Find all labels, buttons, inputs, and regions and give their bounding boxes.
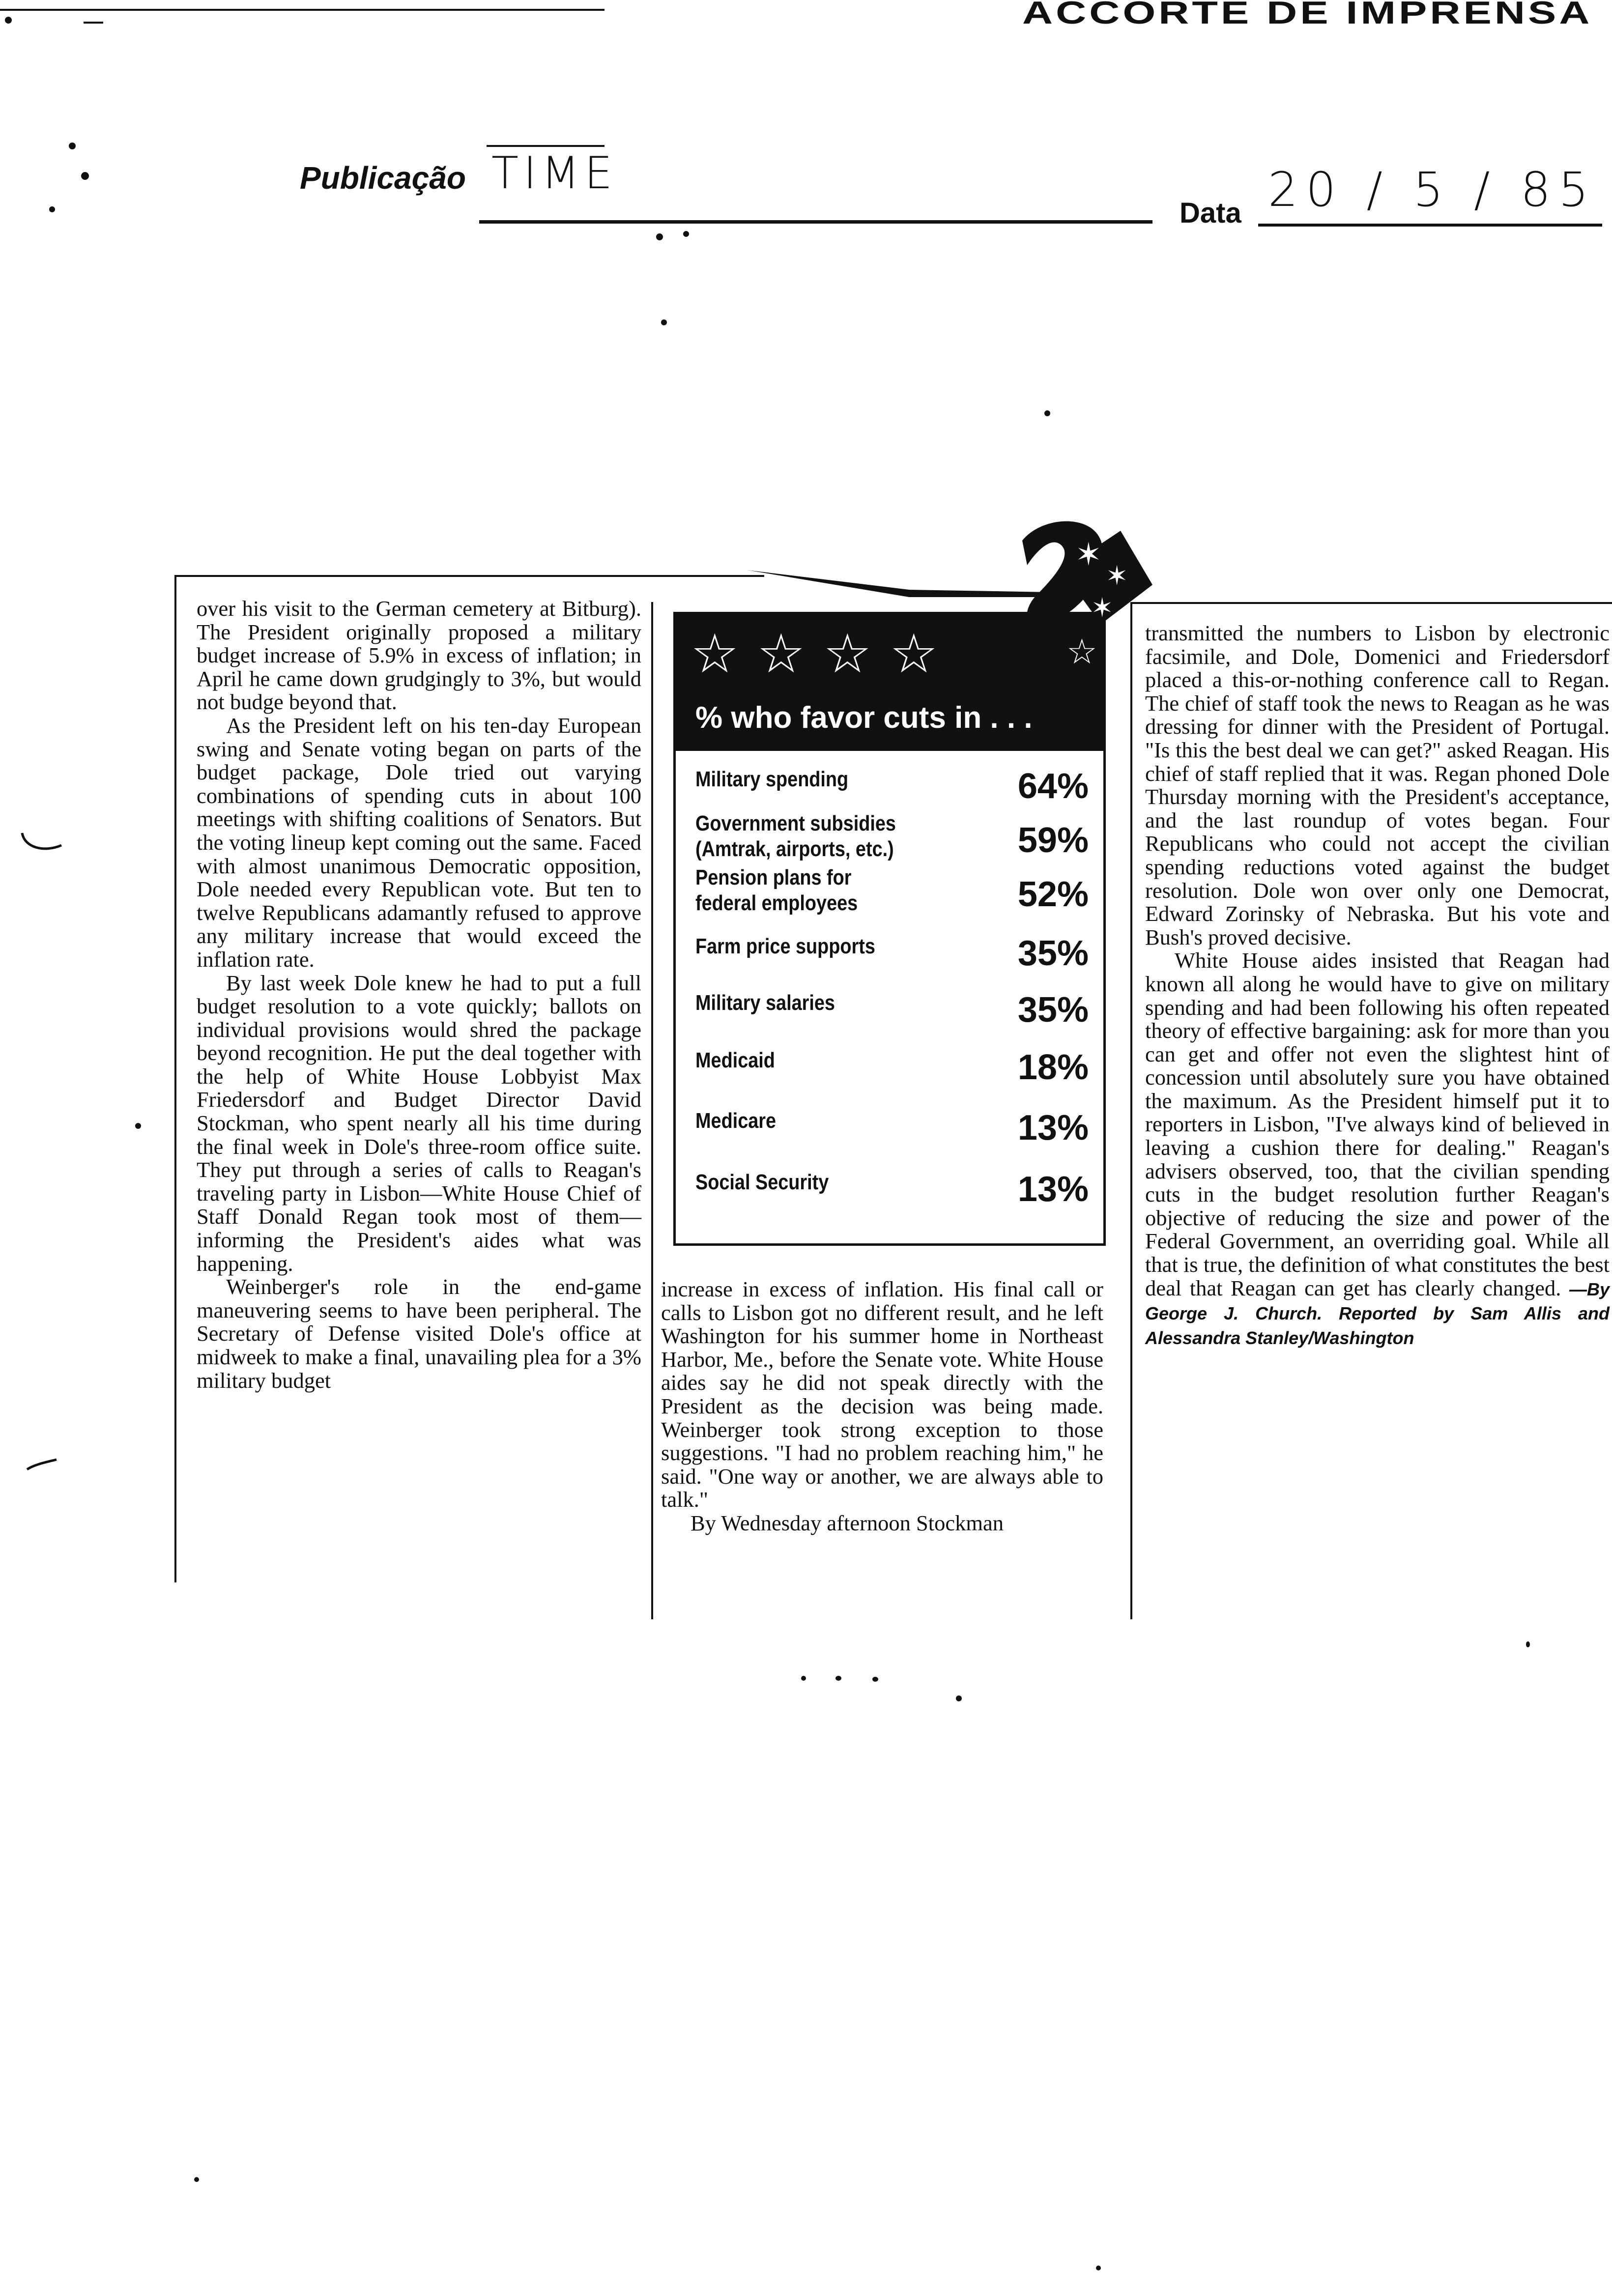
chart-row-label	[695, 934, 875, 959]
chart-row-value: 18%	[1017, 1048, 1089, 1087]
chart-row-value: 13%	[1017, 1170, 1089, 1209]
svg-text:✶: ✶	[1091, 592, 1114, 623]
speck	[835, 1676, 841, 1681]
speck	[1044, 410, 1050, 416]
chart-row-label-line: Medicare	[695, 1109, 777, 1133]
column-rule	[174, 575, 176, 1582]
star-icon: ☆	[757, 622, 806, 685]
chart-row-value: 35%	[1017, 990, 1089, 1030]
date-underline	[1258, 224, 1602, 227]
speck	[81, 172, 89, 180]
speck	[1526, 1641, 1530, 1647]
star-icon: ☆	[890, 622, 938, 685]
chart-row-label-line: Military salaries	[695, 991, 835, 1015]
article-column-3	[1145, 622, 1610, 1349]
article-paragraph: Weinberger's role in the end-game maneuvering seems to have been peripheral. The Secretary of Defense visited Dole's office at midweek to make a final, unavailing plea for a 3% military budget	[197, 1274, 641, 1393]
chart-row-label-line: Medicaid	[695, 1048, 775, 1072]
chart-row-value: 52%	[1017, 875, 1089, 914]
margin-mark	[25, 1457, 59, 1472]
svg-text:✶: ✶	[1075, 537, 1102, 573]
column-rule	[1130, 602, 1132, 1619]
chart-row-label-line: Pension plans for	[695, 865, 852, 890]
chart-row-label-line: federal employees	[695, 891, 858, 915]
speck	[5, 17, 12, 24]
publication-overline	[487, 145, 604, 147]
byline: —By George J. Church. Reported by Sam Allis and Alessandra Stanley/Washington	[1145, 1279, 1610, 1348]
publication-underline	[479, 220, 1152, 224]
chart-row-value: 13%	[1017, 1108, 1089, 1148]
article-paragraph	[1145, 949, 1610, 1349]
speck	[135, 1123, 141, 1129]
article-paragraph: As the President left on his ten-day European swing and Senate voting began on parts of the budget package, Dole tried out varying combinations of spending cuts in about 100 meetings with shifting coalitions of Senators. But the voting lineup kept coming out the same. Faced with almost unanimous Democratic opposition, Dole needed every Republican vote. But ten to twelve Republicans adamantly refused to approve any military increase that would exceed the inflation rate.	[197, 713, 641, 972]
chart-row-label	[695, 990, 835, 1016]
date-label: Data	[1180, 197, 1241, 229]
article-paragraph: By last week Dole knew he had to put a full budget resolution to a vote quickly; ballots on individual provisions would shred the package beyond recognition. He put the deal together with the help of White House Lobbyist Max Friedersdorf and Budget Director David Stockman, who spent nearly all his time during the final week in Dole's three-room office suite. They put through a series of calls to Reagan's traveling party in Lisbon—White House Chief of Staff Donald Regan took most of them—informing the President's aides what was happening.	[197, 970, 641, 1276]
ribbon-emblem-icon	[747, 511, 1155, 678]
svg-text:☆: ☆	[1066, 631, 1097, 672]
chart-row-label-line: Social Security	[695, 1170, 829, 1194]
clipping-stamp-header: ACCORTE DE IMPRENSA	[1022, 0, 1593, 31]
top-rule	[0, 9, 604, 11]
speck	[661, 319, 667, 325]
chart-row-label	[695, 1170, 829, 1195]
chart-row-label	[695, 1108, 776, 1134]
speck	[49, 206, 55, 212]
speck	[683, 231, 689, 237]
chart-row-label-line: Military spending	[695, 767, 849, 791]
article-paragraph: transmitted the numbers to Lisbon by electronic facsimile, and Dole, Domenici and Friedersdorf placed a this-or-nothing conference call to Regan. The chief of staff took the news to Reagan as he was dressing for dinner with the President of Portugal. "Is this the best deal we can get?" asked Reagan. His chief of staff replied that it was. Regan phoned Dole Thursday morning with the President's acceptance, and the last roundup of votes began. Four Republicans who could not accept the civilian spending reductions voted against the budget resolution. Dole won over only one Democrat, Edward Zorinsky of Nebraska. But his vote and Bush's proved decisive.	[1145, 621, 1610, 949]
chart-row-label-line: Government subsidies	[695, 811, 896, 835]
article-paragraph-text: White House aides insisted that Reagan had known all along he would have to give on military spending and had been following his often repeated theory of effective bargaining: ask for more than you can get and offer not even the slightest hint of concession until absolutely sure you have obtained the maximum. As the President himself put it to reporters in Lisbon, "I've always kind of believed in leaving a cushion there for dealing." Reagan's advisers observed, too, that the civilian spending cuts in the budget resolution further Reagan's objective of reducing the size and power of the Federal Government, an overriding goal. While all that is true, the definition of what constitutes the best deal that Reagan can get has clearly changed.	[1145, 948, 1610, 1300]
chart-row-value: 64%	[1017, 767, 1089, 806]
star-icon: ☆	[691, 622, 739, 685]
column-rule	[651, 602, 653, 1619]
article-paragraph: By Wednesday afternoon Stockman	[691, 1510, 1004, 1535]
article-paragraph: over his visit to the German cemetery at Bitburg). The President originally proposed a military budget increase of 5.9% in excess of inflation; in April he came down grudgingly to 3%, but would not budge beyond that.	[197, 596, 641, 715]
article-column-2	[661, 1278, 1103, 1535]
chart-row-label	[695, 1048, 775, 1073]
speck	[956, 1695, 962, 1701]
speck	[872, 1677, 878, 1682]
svg-text:✶: ✶	[1106, 560, 1128, 591]
speck	[801, 1676, 806, 1681]
chart-row-value: 35%	[1017, 934, 1089, 973]
speck	[1096, 2266, 1101, 2270]
star-icon: ☆	[823, 622, 872, 685]
chart-row-label-line: (Amtrak, airports, etc.)	[695, 837, 894, 861]
publication-label: Publicação	[300, 160, 466, 196]
publication-value: TIME	[491, 147, 618, 199]
chart-row-value: 59%	[1017, 821, 1089, 860]
speck	[194, 2177, 199, 2182]
column-rule	[174, 575, 764, 577]
chart-row-label	[695, 865, 858, 916]
chart-row-label	[695, 767, 848, 792]
margin-mark	[20, 831, 64, 855]
chart-row-label-line: Farm price supports	[695, 934, 875, 958]
speck	[69, 143, 76, 149]
chart-row-label	[695, 811, 896, 862]
article-paragraph: increase in excess of inflation. His final call or calls to Lisbon got no different result, and he left Washington for his summer home in Northeast Harbor, Me., before the Senate vote. White House aides say he did not speak directly with the President as the decision was being made. Weinberger took strong exception to those suggestions. "I had no problem reaching him," he said. "One way or another, we are always able to talk."	[661, 1277, 1103, 1512]
chart-title: % who favor cuts in . . .	[695, 701, 1033, 735]
article-column-1	[197, 597, 641, 1392]
poll-chart	[673, 612, 1106, 1246]
speck	[656, 233, 663, 240]
column-rule	[1130, 602, 1612, 604]
speck	[84, 22, 103, 24]
date-value: 20 / 5 / 85	[1268, 162, 1597, 217]
